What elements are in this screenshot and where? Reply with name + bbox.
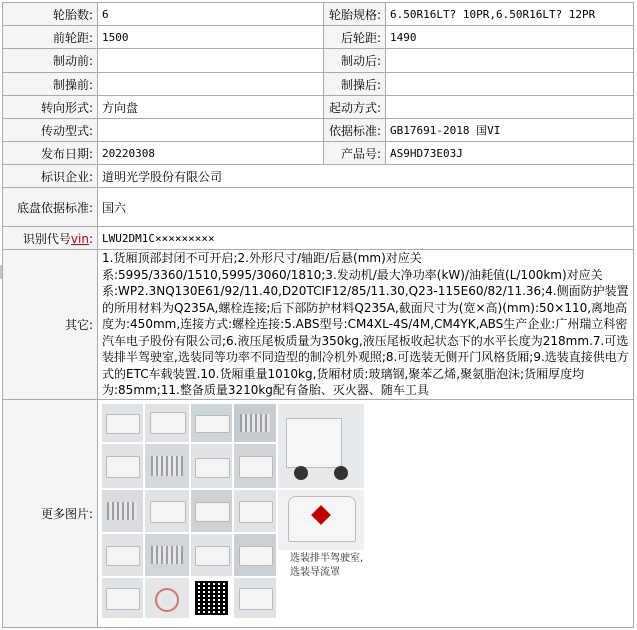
others-label: 其它: [3, 250, 98, 400]
gallery-caption-line1: 选装排半驾驶室, [290, 552, 364, 564]
table-row [3, 399, 634, 627]
table-row [3, 3, 634, 26]
photo-gallery [102, 404, 364, 618]
table-row [3, 73, 634, 96]
cab-photo[interactable] [278, 490, 364, 550]
front-track-value: 1500 [98, 26, 324, 49]
starting-value [386, 96, 634, 119]
vin-value: LWU2DM1C××××××××× [98, 227, 634, 250]
more-pics-label: 更多图片: [3, 399, 98, 627]
front-track-label: 前轮距: [3, 26, 98, 49]
vin-label [3, 227, 98, 250]
control-rear-value [386, 73, 634, 96]
others-value: 1.货厢顶部封闭不可开启;2.外形尺寸/轴距/后悬(mm)对应关系:5995/3360/1510,5995/3060/1810;3.发动机/最大净功率(kW)/油耗值(L/100km)对应关系:WP2.3NQ130E61/92/11.40,D20TCIF12/85/11.30,Q23-115E60/82/11.36;4.侧面防护装置的所用材料为Q235A,螺栓连接;后下部防护材料Q235A,截面尺寸为(宽×高)(mm):50×110,离地高度为:450mm,连接方式:螺栓连接:5.ABS型号:CM4XL-4S/4M,CM4YK,ABS生产企业:广州瑞立科密汽车电子股份有限公司;6.液压尾板质量为350kg,液压尾板收起状态下的水平长度为218mm.7.可选装排半驾驶室,选装同等功率不同造型的制冷机外观照;8.可选装无侧开门风格货厢;9.选装直接供电方式的ETC车载装置.10.货厢重量1010kg,货厢材质:玻璃钢,聚苯乙烯,聚氨脂泡沫;货厢厚度均为:85mm;11.整备质量3210kg配有备胎、灭火器、随车工具 [98, 250, 634, 400]
drive-value [98, 119, 324, 142]
refrigeration-unit-photo[interactable] [191, 444, 232, 488]
product-no-value: AS9HD73E03J [386, 142, 634, 165]
refrigeration-unit-photo[interactable] [102, 444, 143, 488]
table-row [3, 250, 634, 400]
refrigeration-unit-photo[interactable] [145, 444, 189, 488]
release-date-label: 发布日期: [3, 142, 98, 165]
refrigeration-unit-photo[interactable] [234, 490, 276, 532]
table-row [3, 165, 634, 188]
refrigeration-unit-photo[interactable] [102, 490, 143, 532]
chassis-std-value: 国六 [98, 188, 634, 227]
control-rear-label: 制操后: [324, 73, 386, 96]
tire-count-label: 轮胎数: [3, 3, 98, 26]
tire-spec-value: 6.50R16LT? 10PR,6.50R16LT? 12PR [386, 3, 634, 26]
refrigeration-unit-photo[interactable] [145, 490, 189, 532]
standard-value: GB17691-2018 国VI [386, 119, 634, 142]
refrigeration-unit-photo[interactable] [145, 534, 189, 576]
brake-front-label: 制动前: [3, 49, 98, 73]
watermark-logo [145, 578, 189, 618]
refrigeration-unit-photo[interactable] [191, 490, 232, 532]
vin-link[interactable]: vin [70, 231, 89, 246]
company-label: 标识企业: [3, 165, 98, 188]
vin-label-suffix: : [88, 231, 93, 246]
refrigeration-unit-photo[interactable] [191, 404, 232, 442]
refrigeration-unit-photo[interactable] [234, 444, 276, 488]
qr-code [191, 578, 232, 618]
table-row [3, 49, 634, 73]
table-row [3, 96, 634, 119]
steering-value: 方向盘 [98, 96, 324, 119]
table-row [3, 142, 634, 165]
table-row [3, 119, 634, 142]
refrigeration-unit-photo[interactable] [102, 404, 143, 442]
control-front-label: 制操前: [3, 73, 98, 96]
refrigeration-unit-photo[interactable] [234, 534, 276, 576]
refrigeration-unit-photo[interactable] [234, 578, 276, 618]
rear-track-value: 1490 [386, 26, 634, 49]
brake-rear-value [386, 49, 634, 73]
standard-label: 依据标准: [324, 119, 386, 142]
table-row [3, 26, 634, 49]
truck-photo[interactable] [278, 404, 364, 488]
refrigeration-unit-photo[interactable] [145, 404, 189, 442]
gallery-caption-line2: 选装导流罩 [290, 566, 340, 578]
more-pics-cell [98, 399, 634, 627]
refrigeration-unit-photo[interactable] [102, 578, 143, 618]
table-row [3, 227, 634, 250]
tire-spec-label: 轮胎规格: [324, 3, 386, 26]
vin-label-prefix: 识别代号 [22, 231, 71, 246]
refrigeration-unit-photo[interactable] [191, 534, 232, 576]
spec-table [2, 2, 634, 628]
product-no-label: 产品号: [324, 142, 386, 165]
starting-label: 起动方式: [324, 96, 386, 119]
release-date-value: 20220308 [98, 142, 324, 165]
table-row [3, 188, 634, 227]
steering-label: 转向形式: [3, 96, 98, 119]
brake-rear-label: 制动后: [324, 49, 386, 73]
brake-front-value [98, 49, 324, 73]
control-front-value [98, 73, 324, 96]
refrigeration-unit-photo[interactable] [234, 404, 276, 442]
chassis-std-label: 底盘依据标准: [3, 188, 98, 227]
company-value: 道明光学股份有限公司 [98, 165, 634, 188]
rear-track-label: 后轮距: [324, 26, 386, 49]
drive-label: 传动型式: [3, 119, 98, 142]
refrigeration-unit-photo[interactable] [102, 534, 143, 576]
tire-count-value: 6 [98, 3, 324, 26]
